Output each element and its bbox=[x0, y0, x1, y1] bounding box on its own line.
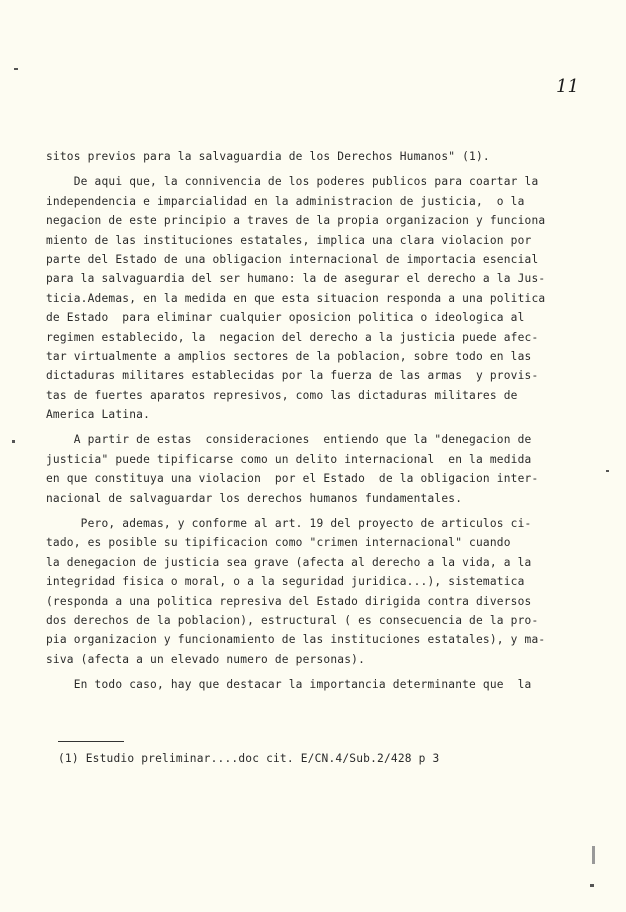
paragraph bbox=[46, 514, 606, 669]
text-line: nacional de salvaguardar los derechos humanos fundamentales. bbox=[46, 491, 463, 505]
text-line: integridad fisica o moral, o a la seguridad juridica...), sistematica bbox=[46, 575, 525, 589]
body-text bbox=[46, 147, 606, 695]
text-line: A partir de estas consideraciones entiendo que la "denegacion de bbox=[46, 433, 532, 447]
text-line: pia organizacion y funcionamiento de las instituciones estatales), y ma- bbox=[46, 633, 546, 647]
text-line: parte del Estado de una obligacion internacional de importacia esencial bbox=[46, 252, 539, 266]
text-line: siva (afecta a un elevado numero de personas). bbox=[46, 652, 366, 666]
scan-mark bbox=[12, 440, 15, 443]
text-line: tar virtualmente a amplios sectores de la poblacion, sobre todo en las bbox=[46, 349, 532, 363]
scan-mark bbox=[14, 68, 18, 70]
text-line: negacion de este principio a traves de la propia organizacion y funciona bbox=[46, 214, 546, 228]
paragraph bbox=[46, 172, 606, 424]
text-line: miento de las instituciones estatales, implica una clara violacion por bbox=[46, 233, 532, 247]
text-line: de Estado para eliminar cualquier oposicion politica o ideologica al bbox=[46, 311, 525, 325]
text-line: America Latina. bbox=[46, 408, 151, 422]
text-line: independencia e imparcialidad en la administracion de justicia, o la bbox=[46, 194, 525, 208]
text-line: ticia.Ademas, en la medida en que esta situacion responda a una politica bbox=[46, 291, 546, 305]
text-line: tas de fuertes aparatos represivos, como las dictaduras militares de bbox=[46, 388, 518, 402]
scan-mark bbox=[606, 470, 609, 472]
scan-mark bbox=[590, 884, 594, 887]
text-line: para la salvaguardia del ser humano: la de asegurar el derecho a la Jus- bbox=[46, 272, 546, 286]
text-line: sitos previos para la salvaguardia de los Derechos Humanos" (1). bbox=[46, 150, 490, 163]
paragraph bbox=[46, 147, 606, 166]
text-line: De aqui que, la connivencia de los poderes publicos para coartar la bbox=[46, 175, 539, 189]
text-line: dos derechos de la poblacion), estructural ( es consecuencia de la pro- bbox=[46, 613, 539, 627]
text-line: en que constituya una violacion por el Estado de la obligacion inter- bbox=[46, 472, 539, 486]
scan-mark bbox=[592, 846, 595, 864]
footnote: (1) Estudio preliminar....doc cit. E/CN.4/Sub.2/428 p 3 bbox=[58, 752, 440, 765]
text-line: regimen establecido, la negacion del derecho a la justicia puede afec- bbox=[46, 330, 539, 344]
page-number: 11 bbox=[556, 76, 579, 97]
text-line: Pero, ademas, y conforme al art. 19 del proyecto de articulos ci- bbox=[46, 517, 532, 531]
text-line: (responda a una politica represiva del Estado dirigida contra diversos bbox=[46, 594, 532, 608]
paragraph bbox=[46, 675, 606, 694]
text-line: la denegacion de justicia sea grave (afecta al derecho a la vida, a la bbox=[46, 555, 532, 569]
paragraph bbox=[46, 430, 606, 508]
text-line: justicia" puede tipificarse como un delito internacional en la medida bbox=[46, 452, 532, 466]
text-line: tado, es posible su tipificacion como "crimen internacional" cuando bbox=[46, 536, 511, 550]
text-line: dictaduras militares establecidas por la fuerza de las armas y provis- bbox=[46, 369, 539, 383]
text-line: En todo caso, hay que destacar la importancia determinante que la bbox=[46, 678, 532, 692]
footnote-separator bbox=[58, 741, 124, 742]
